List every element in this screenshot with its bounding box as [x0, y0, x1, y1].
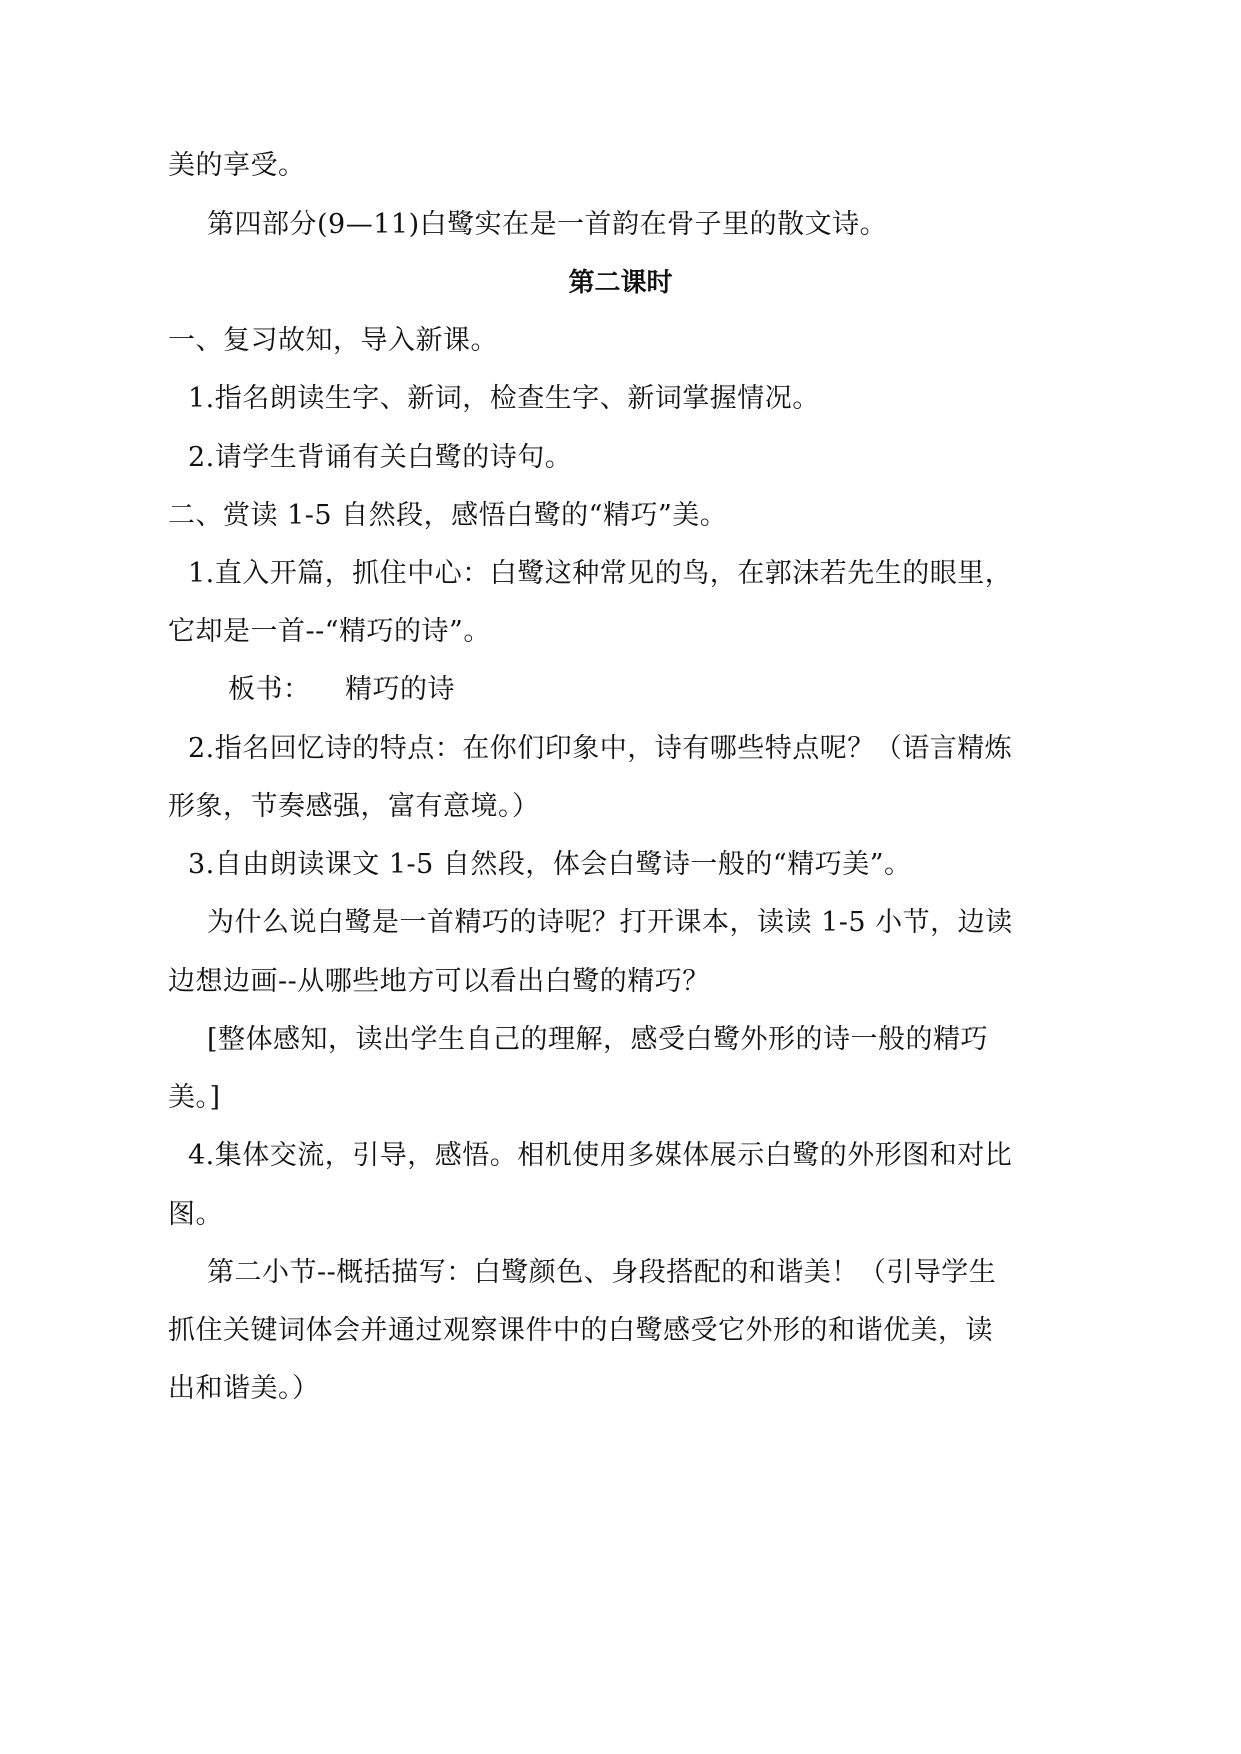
paragraph-line: 1.直入开篇，抓住中心：白鹭这种常见的鸟，在郭沫若先生的眼里， [188, 558, 1013, 589]
blackboard-text: 精巧的诗 [345, 674, 455, 705]
paragraph-line: 图。 [168, 1199, 223, 1230]
paragraph-line: 3.自由朗读课文 1-5 自然段，体会白鹭诗一般的“精巧美”。 [188, 849, 912, 880]
paragraph-line: 为什么说白鹭是一首精巧的诗呢？打开课本，读读 1-5 小节，边读 [207, 907, 1013, 938]
paragraph-line: 二、赏读 1-5 自然段，感悟白鹭的“精巧”美。 [168, 500, 728, 531]
paragraph-line: 形象，节奏感强，富有意境。） [168, 791, 540, 822]
paragraph-line: 2.请学生背诵有关白鹭的诗句。 [188, 442, 573, 473]
paragraph-line: 4.集体交流，引导，感悟。相机使用多媒体展示白鹭的外形图和对比 [188, 1140, 1013, 1171]
paragraph-line: 1.指名朗读生字、新词，检查生字、新词掌握情况。 [188, 383, 820, 414]
paragraph-line: 2.指名回忆诗的特点：在你们印象中，诗有哪些特点呢？（语言精炼 [188, 733, 1013, 764]
paragraph-line: 一、复习故知，导入新课。 [168, 325, 498, 356]
paragraph-line: 抓住关键词体会并通过观察课件中的白鹭感受它外形的和谐优美，读 [168, 1315, 993, 1346]
paragraph-line: 第二小节--概括描写：白鹭颜色、身段搭配的和谐美！（引导学生 [207, 1257, 997, 1288]
paragraph-line: 出和谐美。） [168, 1373, 320, 1404]
blackboard-label: 板书： [228, 674, 311, 705]
section-heading: 第二课时 [568, 268, 673, 298]
paragraph-line: 美的享受。 [168, 150, 306, 181]
paragraph-line: 它却是一首--“精巧的诗”。 [168, 616, 491, 647]
paragraph-line: 美。] [168, 1082, 221, 1113]
paragraph-line: 边想边画--从哪些地方可以看出白鹭的精巧？ [168, 966, 710, 997]
paragraph-line: [整体感知，读出学生自己的理解，感受白鹭外形的诗一般的精巧 [207, 1024, 989, 1055]
paragraph-line: 第四部分(9—11)白鹭实在是一首韵在骨子里的散文诗。 [207, 209, 888, 240]
